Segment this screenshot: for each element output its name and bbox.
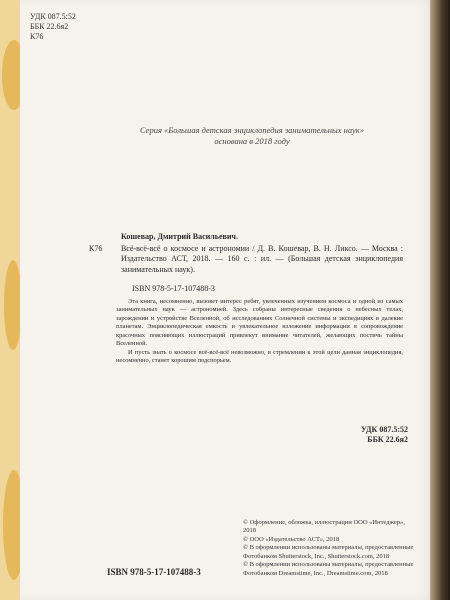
isbn-bottom: ISBN 978-5-17-107488-3 bbox=[107, 567, 201, 577]
author-mark: К76 bbox=[30, 32, 44, 41]
credit-line: © В оформлении использованы материалы, предоставленные Фотобанком Shutterstock, Inc., Shutterstock.com, 2018 bbox=[243, 544, 414, 560]
bbk-code-bottom: ББК 22.6я2 bbox=[367, 435, 408, 444]
classification-codes-bottom bbox=[336, 425, 408, 445]
copyright-credits bbox=[243, 519, 418, 578]
isbn: ISBN 978-5-17-107488-3 bbox=[132, 284, 215, 293]
bibliographic-description: Всё-всё-всё о космосе и астрономии / Д. В. Кошевар, В. Н. Ликсо. — Москва : Издательство АСТ, 2018. — 160 с. : ил. — (Большая детская энциклопедия занимательных наук). bbox=[121, 244, 403, 274]
udk-code: УДК 087.5:52 bbox=[30, 12, 76, 21]
udk-code-bottom: УДК 087.5:52 bbox=[360, 425, 408, 434]
book-page bbox=[20, 0, 432, 600]
abstract bbox=[116, 298, 403, 366]
book-binding-edge bbox=[430, 0, 450, 600]
bbk-code: ББК 22.6я2 bbox=[30, 22, 69, 31]
credit-line: © Оформление, обложка, иллюстрации ООО «Интеджер», 2018 bbox=[243, 519, 405, 535]
classification-codes-top bbox=[30, 12, 76, 42]
credit-line: © В оформлении использованы материалы, предоставленные Фотобанком Dreamstime, Inc., Dreamstime.com, 2018 bbox=[243, 561, 414, 577]
series-note bbox=[112, 125, 392, 148]
series-line-2: основана в 2018 году bbox=[214, 136, 290, 147]
author-mark-left: К76 bbox=[89, 244, 103, 253]
author-name: Кошевар, Дмитрий Васильевич. bbox=[121, 232, 238, 241]
series-line-1: Серия «Большая детская энциклопедия занимательных наук» bbox=[139, 125, 365, 135]
credit-line: © ООО «Издательство АСТ», 2018 bbox=[243, 535, 340, 543]
abstract-paragraph-1: Эта книга, несомненно, вызовет интерес ребят, увлеченных изучением космоса и одной из самых занимательных наук — астрономией. Здесь собраны интересные сведения о небесных телах, зарождении и устройстве Вселенной, об исследованиях Солнечной системы и экспедициях в далекие планетам. Энциклопедическая емкость и увлекательное изложение информации в сопровождение красочных поясняющих иллюстраций привлекут внимание читателей, желающих постичь тайны Вселенной. bbox=[116, 298, 403, 348]
abstract-paragraph-2: И пусть знать о космосе всё-всё-всё невозможно, в стремлении к этой цели данная энциклопедия, несомненно, станет хорошим подспорьем. bbox=[116, 348, 403, 365]
